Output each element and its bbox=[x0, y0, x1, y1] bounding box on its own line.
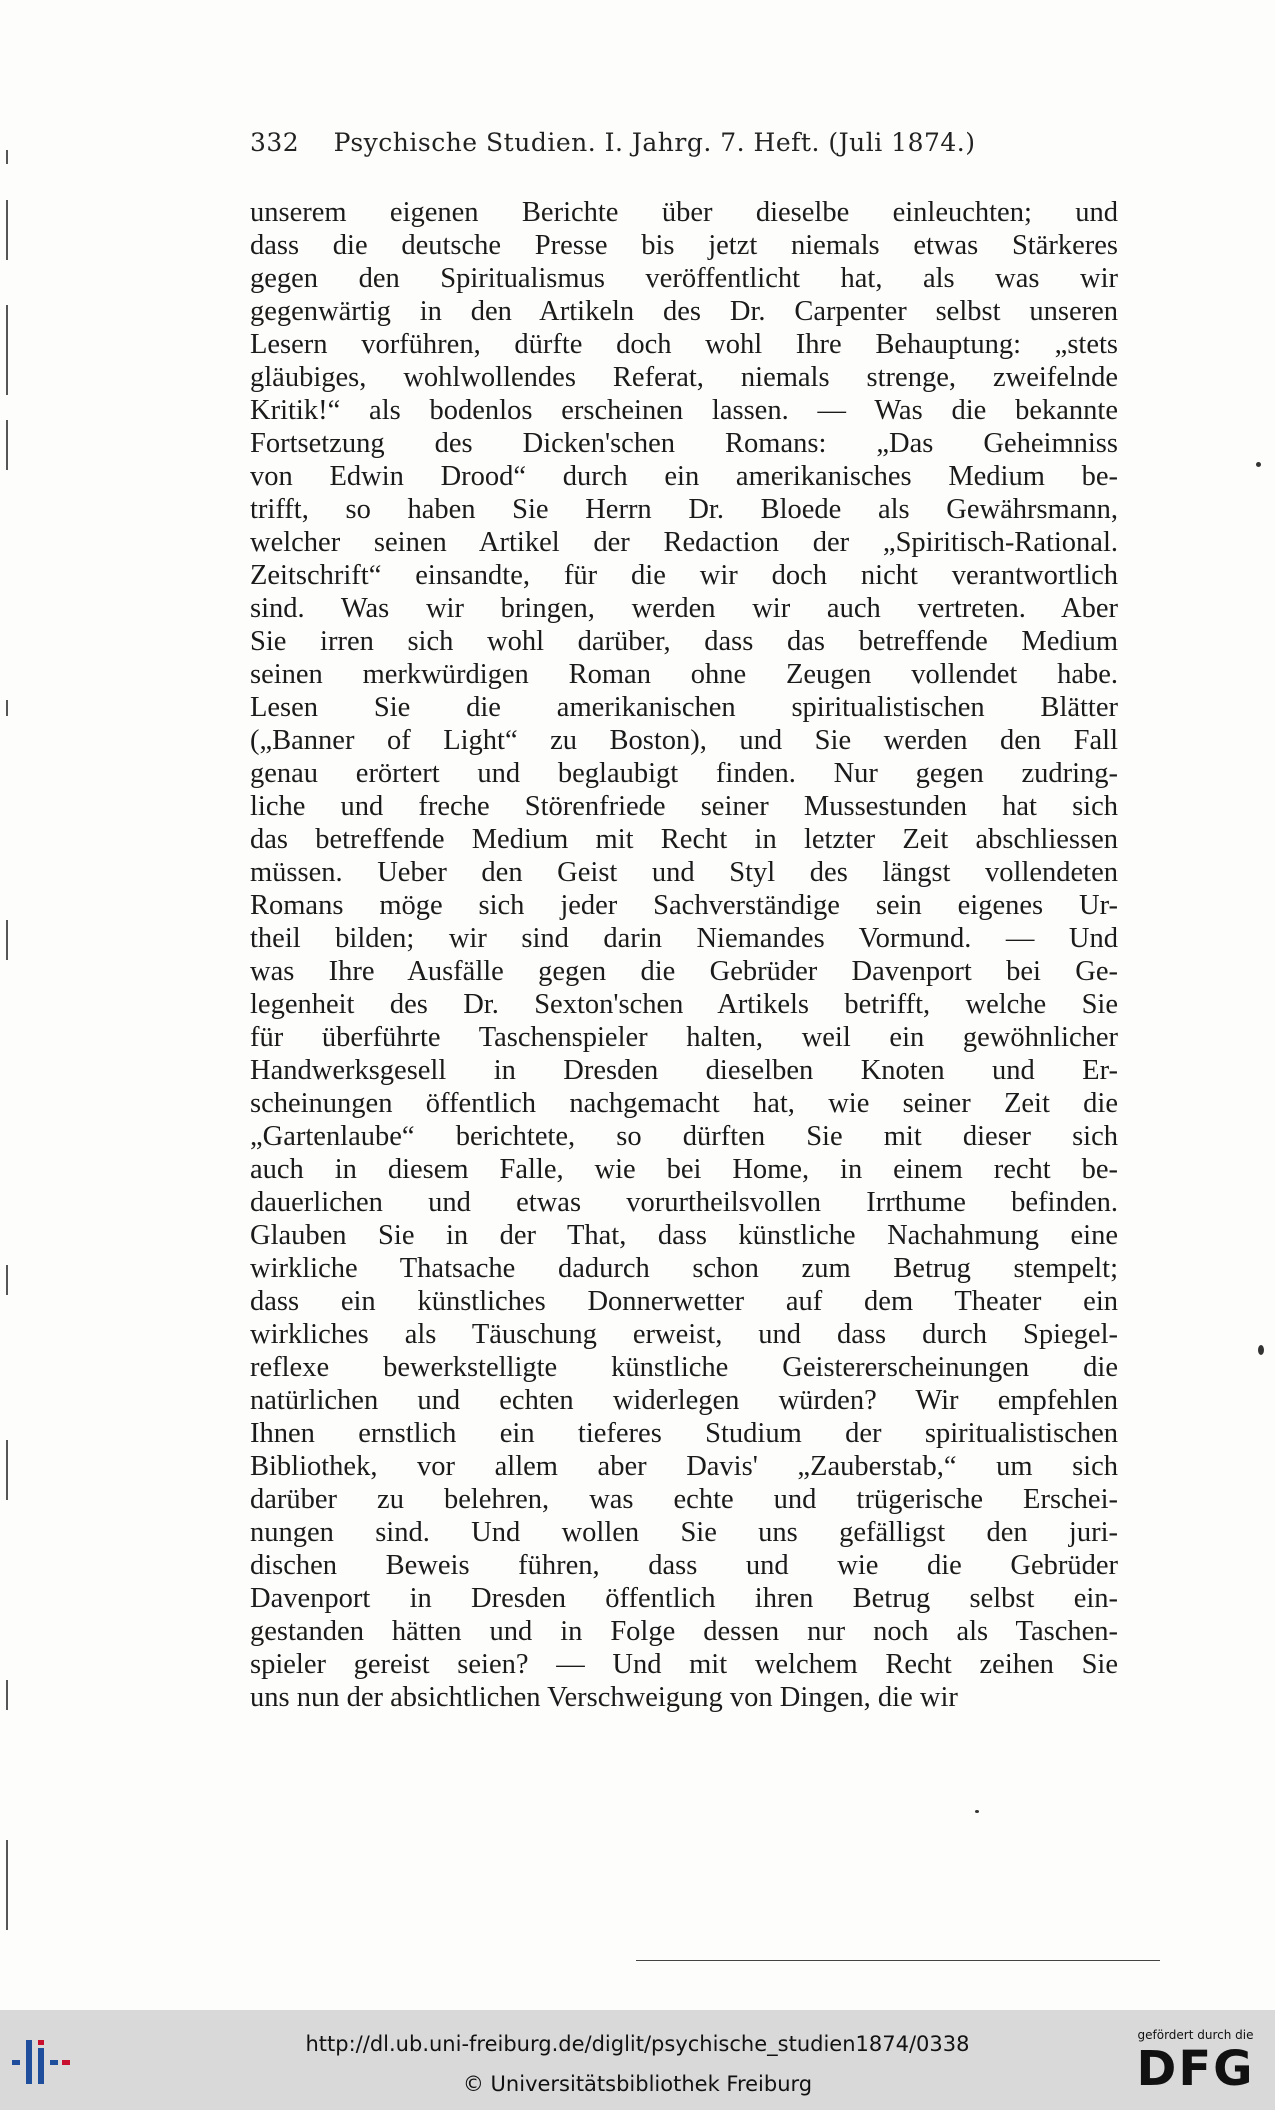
text-line: Fortsetzung des Dicken'schen Romans: „Das Geheimniss bbox=[250, 428, 1118, 459]
margin-mark bbox=[6, 420, 8, 470]
text-line: wirkliches als Täuschung erweist, und dass durch Spiegel- bbox=[250, 1319, 1118, 1350]
text-line: liche und freche Störenfriede seiner Mussestunden hat sich bbox=[250, 791, 1118, 822]
text-line: gegen den Spiritualismus veröffentlicht hat, als was wir bbox=[250, 263, 1118, 294]
text-line: nungen sind. Und wollen Sie uns gefälligst den juri- bbox=[250, 1517, 1118, 1548]
viewer-footer bbox=[0, 2010, 1275, 2110]
dfg-subtitle: gefördert durch die bbox=[1137, 2028, 1254, 2042]
text-line: unserem eigenen Berichte über dieselbe einleuchten; und bbox=[250, 197, 1118, 228]
text-line: („Banner of Light“ zu Boston), und Sie werden den Fall bbox=[250, 725, 1118, 756]
text-line: Ihnen ernstlich ein tieferes Studium der spiritualistischen bbox=[250, 1418, 1118, 1449]
text-line: Lesern vorführen, dürfte doch wohl Ihre Behauptung: „stets bbox=[250, 329, 1118, 360]
text-line: seinen merkwürdigen Roman ohne Zeugen vollendet habe. bbox=[250, 659, 1118, 690]
text-line: Sie irren sich wohl darüber, dass das betreffende Medium bbox=[250, 626, 1118, 657]
text-line: Handwerksgesell in Dresden dieselben Knoten und Er- bbox=[250, 1055, 1118, 1086]
text-line: dischen Beweis führen, dass und wie die Gebrüder bbox=[250, 1550, 1118, 1581]
text-line: auch in diesem Falle, wie bei Home, in einem recht be- bbox=[250, 1154, 1118, 1185]
text-line: Zeitschrift“ einsandte, für die wir doch nicht verantwortlich bbox=[250, 560, 1118, 591]
text-line: von Edwin Drood“ durch ein amerikanisches Medium be- bbox=[250, 461, 1118, 492]
text-line: natürlichen und echten widerlegen würden? Wir empfehlen bbox=[250, 1385, 1118, 1416]
text-line: genau erörtert und beglaubigt finden. Nur gegen zudring- bbox=[250, 758, 1118, 789]
text-line: dauerlichen und etwas vorurtheilsvollen Irrthume befinden. bbox=[250, 1187, 1118, 1218]
text-line: Lesen Sie die amerikanischen spiritualistischen Blätter bbox=[250, 692, 1118, 723]
text-line: was Ihre Ausfälle gegen die Gebrüder Davenport bei Ge- bbox=[250, 956, 1118, 987]
scan-speck bbox=[975, 1810, 979, 1813]
text-line: uns nun der absichtlichen Verschweigung von Dingen, die wir bbox=[250, 1682, 958, 1713]
text-line: Davenport in Dresden öffentlich ihren Betrug selbst ein- bbox=[250, 1583, 1118, 1614]
margin-mark bbox=[6, 700, 8, 716]
margin-mark bbox=[6, 305, 8, 395]
text-line: gläubiges, wohlwollendes Referat, niemals strenge, zweifelnde bbox=[250, 362, 1118, 393]
text-line: gegenwärtig in den Artikeln des Dr. Carpenter selbst unseren bbox=[250, 296, 1118, 327]
text-line: für überführte Taschenspieler halten, weil ein gewöhnlicher bbox=[250, 1022, 1118, 1053]
text-line: theil bilden; wir sind darin Niemandes Vormund. — Und bbox=[250, 923, 1118, 954]
margin-mark bbox=[6, 150, 8, 164]
page-number: 332 bbox=[250, 128, 300, 157]
margin-mark bbox=[6, 1440, 8, 1500]
scan-speck bbox=[1256, 462, 1261, 467]
text-line: Bibliothek, vor allem aber Davis' „Zauberstab,“ um sich bbox=[250, 1451, 1118, 1482]
text-line: scheinungen öffentlich nachgemacht hat, wie seiner Zeit die bbox=[250, 1088, 1118, 1119]
dfg-wordmark: DFG bbox=[1136, 2041, 1255, 2097]
text-line: das betreffende Medium mit Recht in letzter Zeit abschliessen bbox=[250, 824, 1118, 855]
text-line: trifft, so haben Sie Herrn Dr. Bloede als Gewährsmann, bbox=[250, 494, 1118, 525]
text-line: „Gartenlaube“ berichtete, so dürften Sie mit dieser sich bbox=[250, 1121, 1118, 1152]
text-line: dass ein künstliches Donnerwetter auf dem Theater ein bbox=[250, 1286, 1118, 1317]
body-text bbox=[250, 196, 1118, 1714]
text-line: reflexe bewerkstelligte künstliche Geistererscheinungen die bbox=[250, 1352, 1118, 1383]
margin-mark bbox=[6, 920, 8, 960]
copyright-notice: © Universitätsbibliothek Freiburg bbox=[462, 2072, 813, 2096]
scan-speck bbox=[1258, 1345, 1264, 1355]
text-line: Romans möge sich jeder Sachverständige sein eigenes Ur- bbox=[250, 890, 1118, 921]
text-line: gestanden hätten und in Folge dessen nur noch als Taschen- bbox=[250, 1616, 1118, 1647]
text-line: darüber zu belehren, was echte und trügerische Erschei- bbox=[250, 1484, 1118, 1515]
margin-mark bbox=[6, 1265, 8, 1295]
text-line: wirkliche Thatsache dadurch schon zum Betrug stempelt; bbox=[250, 1253, 1118, 1284]
margin-mark bbox=[6, 1680, 8, 1710]
text-line: legenheit des Dr. Sexton'schen Artikels betrifft, welche Sie bbox=[250, 989, 1118, 1020]
text-line: dass die deutsche Presse bis jetzt niemals etwas Stärkeres bbox=[250, 230, 1118, 261]
dfg-logo bbox=[1128, 2028, 1263, 2100]
bottom-rule bbox=[636, 1960, 1160, 1961]
text-line: Glauben Sie in der That, dass künstliche Nachahmung eine bbox=[250, 1220, 1118, 1251]
margin-mark bbox=[6, 1840, 8, 1930]
margin-mark bbox=[6, 200, 8, 260]
text-line: spieler gereist seien? — Und mit welchem Recht zeihen Sie bbox=[250, 1649, 1118, 1680]
running-header bbox=[250, 128, 1120, 157]
text-line: welcher seinen Artikel der Redaction der „Spiritisch-Rational. bbox=[250, 527, 1118, 558]
text-line: müssen. Ueber den Geist und Styl des längst vollendeten bbox=[250, 857, 1118, 888]
running-title: Psychische Studien. I. Jahrg. 7. Heft. (Juli 1874.) bbox=[333, 128, 976, 157]
permalink-url[interactable]: http://dl.ub.uni-freiburg.de/diglit/psychische_studien1874/0338 bbox=[305, 2032, 970, 2056]
text-line: Kritik!“ als bodenlos erscheinen lassen. — Was die bekannte bbox=[250, 395, 1118, 426]
text-line: sind. Was wir bringen, werden wir auch vertreten. Aber bbox=[250, 593, 1118, 624]
